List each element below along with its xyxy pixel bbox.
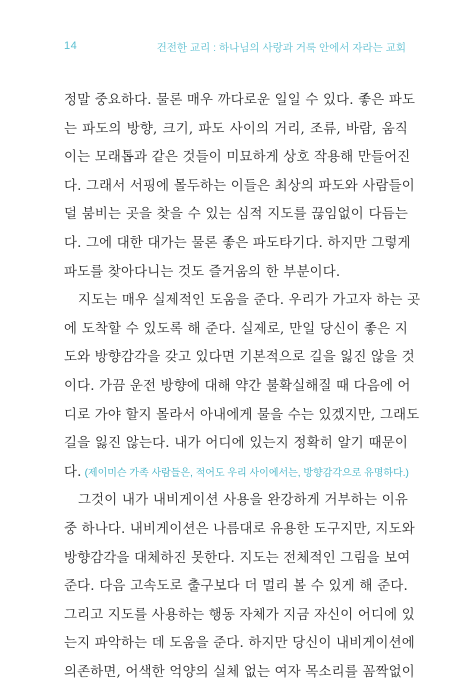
text-line: 지도는 매우 실제적인 도움을 준다. 우리가 가고자 하는 곳 [78,293,421,309]
running-title: 건전한 교리 : 하나님의 사랑과 거룩 안에서 자라는 교회 [156,42,406,54]
text-line: 덜 붐비는 곳을 찾을 수 있는 심적 지도를 끊임없이 다듬는 [64,207,408,223]
text-line: 다. 그에 대한 대가는 물론 좋은 파도타기다. 하지만 그렇게 [64,235,411,251]
page-number: 14 [64,40,78,52]
parenthetical-note: (제이미슨 가족 사람들은, 적어도 우리 사이에서는, 방향감각으로 유명하다.) [84,467,409,479]
text-line: 에 도착할 수 있도록 해 준다. 실제로, 만일 당신이 좋은 지 [64,321,408,337]
text-line: 는 파도의 방향, 크기, 파도 사이의 거리, 조류, 바람, 움직 [64,121,408,137]
text-fragment: 다. [64,464,82,480]
text-line: 이다. 가끔 운전 방향에 대해 약간 불확실해질 때 다음에 어 [64,378,411,394]
page-header [0,0,470,70]
text-line: 의존하면, 어색한 억양의 실체 없는 여자 목소리를 꼼짝없이 [64,664,415,680]
text-line: 는지 파악하는 데 도움을 준다. 하지만 당신이 내비게이션에 [64,636,415,652]
text-line: 도와 방향감각을 갖고 있다면 기본적으로 길을 잃진 않을 것 [64,350,415,366]
text-line: 중 하나다. 내비게이션은 나름대로 유용한 도구지만, 지도와 [64,521,415,537]
text-line-with-note [64,459,408,488]
text-line: 정말 중요하다. 물론 매우 까다로운 일일 수 있다. 좋은 파도 [64,93,416,108]
text-line: 길을 잃진 않는다. 내가 어디에 있는지 정확히 알기 때문이 [64,436,408,452]
text-line: 파도를 찾아다니는 것도 즐거움의 한 부분이다. [64,264,341,280]
text-line: 방향감각을 대체하진 못한다. 지도는 전체적인 그림을 보여 [64,550,411,566]
text-line: 디로 가야 할지 몰라서 아내에게 물을 수는 있겠지만, 그래도 [64,407,420,423]
text-line: 그리고 지도를 사용하는 행동 자체가 지금 자신이 어디에 있 [64,607,415,623]
text-line: 이는 모래톱과 같은 것들이 미묘하게 상호 작용해 만들어진 [64,150,411,166]
text-line: 다. 그래서 서핑에 몰두하는 이들은 최상의 파도와 사람들이 [64,178,415,194]
body-text [64,87,421,687]
text-line: 준다. 다음 고속도로 출구보다 더 멀리 볼 수 있게 해 준다. [64,579,408,595]
text-line: 그것이 내가 내비게이션 사용을 완강하게 거부하는 이유 [78,493,408,509]
